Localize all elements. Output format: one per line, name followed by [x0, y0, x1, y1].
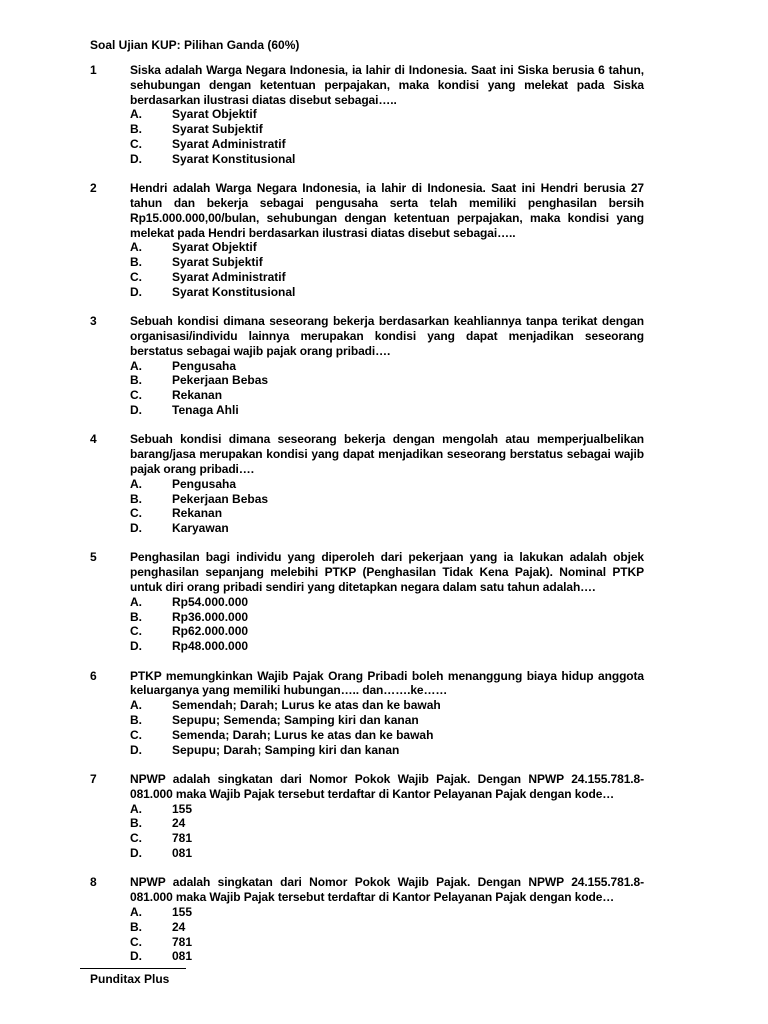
option-letter: A.	[130, 698, 142, 713]
question-body	[130, 875, 644, 964]
option-letter: C.	[130, 269, 142, 284]
option-list	[130, 477, 644, 536]
question-text: Hendri adalah Warga Negara Indonesia, ia lahir di Indonesia. Saat ini Hendri berusia 27 tahun dan bekerja sebagai pengusaha serta telah memiliki penghasilan bersih Rp15.000.000,00/bulan, sehubungan dengan ketentuan perpajakan, maka kondisi yang melekat pada Hendri berdasarkan ilustrasi diatas disebut sebagai…..	[130, 181, 644, 240]
option-text: Rp36.000.000	[172, 609, 249, 624]
question-item	[90, 550, 644, 654]
option-text: Syarat Konstitusional	[172, 284, 296, 299]
question-item	[90, 63, 644, 167]
footer-divider	[80, 968, 186, 969]
option-letter: C.	[130, 388, 142, 403]
question-item	[90, 432, 644, 536]
option-row	[130, 610, 644, 625]
option-letter: B.	[130, 713, 142, 728]
option-row	[130, 152, 644, 167]
question-text: Sebuah kondisi dimana seseorang bekerja dengan mengolah atau memperjualbelikan barang/jasa merupakan kondisi yang dapat menjadikan seseorang berstatus sebagai wajib pajak orang pribadi….	[130, 432, 644, 476]
option-letter: A.	[130, 801, 142, 816]
question-number: 7	[90, 772, 97, 787]
question-number: 1	[90, 63, 97, 77]
option-letter: C.	[130, 136, 142, 151]
option-letter: D.	[130, 284, 142, 299]
option-letter: B.	[130, 919, 142, 934]
option-list	[130, 802, 644, 861]
option-row	[130, 388, 644, 403]
question-text: Sebuah kondisi dimana seseorang bekerja berdasarkan keahliannya tanpa terikat dengan organisasi/individu lainnya merupakan kondisi yang dapat menjadikan seseorang berstatus sebagai wajib pajak orang pribadi….	[130, 314, 644, 358]
option-text: Syarat Administratif	[172, 136, 286, 151]
option-text: Rp62.000.000	[172, 624, 249, 639]
option-letter: C.	[130, 506, 142, 521]
option-letter: D.	[130, 639, 142, 654]
option-row	[130, 137, 644, 152]
option-text: 781	[172, 831, 193, 846]
option-letter: B.	[130, 122, 142, 137]
option-text: 081	[172, 949, 193, 964]
option-row	[130, 624, 644, 639]
question-text: Penghasilan bagi individu yang diperoleh dari pekerjaan yang ia lakukan adalah objek penghasilan sepanjang melebihi PTKP (Penghasilan Tidak Kena Pajak). Nominal PTKP untuk diri orang pribadi sendiri yang ditetapkan negara dalam satu tahun adalah….	[130, 550, 644, 595]
option-text: Semenda; Darah; Lurus ke atas dan ke bawah	[172, 727, 434, 742]
question-body	[130, 181, 644, 299]
option-text: Tenaga Ahli	[172, 402, 239, 417]
option-text: Rp48.000.000	[172, 639, 249, 654]
option-row	[130, 949, 644, 964]
option-row	[130, 122, 644, 137]
option-row	[130, 713, 644, 728]
question-number: 3	[90, 314, 97, 329]
option-letter: B.	[130, 491, 142, 506]
option-letter: D.	[130, 949, 142, 964]
question-text: PTKP memungkinkan Wajib Pajak Orang Pribadi boleh menanggung biaya hidup anggota keluarganya yang memiliki hubungan….. dan…….ke……	[130, 668, 644, 698]
question-body	[130, 63, 644, 167]
option-letter: B.	[130, 373, 142, 388]
option-row	[130, 492, 644, 507]
question-number: 6	[90, 668, 97, 683]
option-list	[130, 359, 644, 418]
option-text: Rekanan	[172, 388, 223, 403]
option-text: 24	[172, 816, 186, 831]
option-list	[130, 240, 644, 299]
option-text: Syarat Objektif	[172, 240, 257, 255]
option-row	[130, 802, 644, 817]
option-row	[130, 477, 644, 492]
option-row	[130, 270, 644, 285]
option-letter: C.	[130, 727, 142, 742]
option-letter: A.	[130, 240, 142, 255]
option-text: Pekerjaan Bebas	[172, 491, 269, 506]
option-text: Sepupu; Semenda; Samping kiri dan kanan	[172, 713, 419, 728]
option-letter: C.	[130, 624, 142, 639]
option-row	[130, 373, 644, 388]
option-letter: A.	[130, 476, 142, 491]
option-letter: B.	[130, 609, 142, 624]
option-row	[130, 595, 644, 610]
question-number: 2	[90, 181, 97, 196]
option-row	[130, 905, 644, 920]
option-row	[130, 403, 644, 418]
option-row	[130, 107, 644, 122]
option-text: Syarat Objektif	[172, 107, 257, 122]
option-letter: D.	[130, 151, 142, 166]
option-text: Karyawan	[172, 521, 229, 536]
option-row	[130, 728, 644, 743]
option-text: 081	[172, 846, 193, 861]
option-row	[130, 506, 644, 521]
question-item	[90, 669, 644, 758]
question-body	[130, 550, 644, 654]
option-text: 155	[172, 801, 193, 816]
option-text: Syarat Administratif	[172, 269, 286, 284]
question-list	[90, 63, 644, 979]
option-text: Pekerjaan Bebas	[172, 373, 269, 388]
option-letter: C.	[130, 831, 142, 846]
option-text: 781	[172, 934, 193, 949]
option-row	[130, 935, 644, 950]
question-text: NPWP adalah singkatan dari Nomor Pokok Wajib Pajak. Dengan NPWP 24.155.781.8-081.000 maka Wajib Pajak tersebut terdaftar di Kantor Pelayanan Pajak dengan kode…	[130, 875, 644, 905]
option-row	[130, 359, 644, 374]
option-row	[130, 698, 644, 713]
option-row	[130, 816, 644, 831]
option-text: Pengusaha	[172, 358, 237, 373]
question-number: 4	[90, 432, 97, 447]
option-text: 24	[172, 919, 186, 934]
option-row	[130, 285, 644, 300]
option-letter: A.	[130, 594, 142, 609]
option-letter: A.	[130, 905, 142, 919]
option-text: Rekanan	[172, 506, 223, 521]
question-body	[130, 669, 644, 758]
option-text: Sepupu; Darah; Samping kiri dan kanan	[172, 742, 400, 757]
option-text: Syarat Konstitusional	[172, 151, 296, 166]
question-body	[130, 772, 644, 861]
document-title: Soal Ujian KUP: Pilihan Ganda (60%)	[90, 38, 300, 52]
option-list	[130, 595, 644, 654]
option-row	[130, 521, 644, 536]
option-letter: B.	[130, 816, 142, 831]
option-letter: A.	[130, 358, 142, 373]
question-text: NPWP adalah singkatan dari Nomor Pokok Wajib Pajak. Dengan NPWP 24.155.781.8-081.000 maka Wajib Pajak tersebut terdaftar di Kantor Pelayanan Pajak dengan kode…	[130, 772, 644, 801]
option-text: Syarat Subjektif	[172, 122, 263, 137]
option-letter: D.	[130, 742, 142, 757]
option-text: Pengusaha	[172, 476, 237, 491]
option-letter: D.	[130, 846, 142, 861]
question-item	[90, 772, 644, 861]
option-row	[130, 920, 644, 935]
question-body	[130, 432, 644, 536]
question-number: 5	[90, 550, 97, 565]
option-text: Semendah; Darah; Lurus ke atas dan ke bawah	[172, 698, 441, 713]
option-list	[130, 698, 644, 757]
question-body	[130, 314, 644, 418]
option-letter: A.	[130, 107, 142, 122]
footer-label: Punditax Plus	[90, 972, 170, 986]
option-row	[130, 743, 644, 758]
option-row	[130, 846, 644, 861]
question-number: 8	[90, 875, 97, 890]
question-text: Siska adalah Warga Negara Indonesia, ia lahir di Indonesia. Saat ini Siska berusia 6 tahun, sehubungan dengan ketentuan perpajakan, maka kondisi yang melekat pada Siska berdasarkan ilustrasi diatas disebut sebagai…..	[130, 63, 644, 107]
option-letter: B.	[130, 255, 142, 270]
option-row	[130, 255, 644, 270]
option-text: Rp54.000.000	[172, 594, 249, 609]
option-letter: D.	[130, 402, 142, 417]
question-item	[90, 181, 644, 299]
option-row	[130, 639, 644, 654]
option-text: Syarat Subjektif	[172, 255, 263, 270]
option-list	[130, 107, 644, 166]
option-letter: D.	[130, 521, 142, 536]
question-item	[90, 314, 644, 418]
option-row	[130, 831, 644, 846]
option-list	[130, 905, 644, 964]
option-text: 155	[172, 905, 193, 919]
question-item	[90, 875, 644, 964]
option-row	[130, 240, 644, 255]
option-letter: C.	[130, 934, 142, 949]
